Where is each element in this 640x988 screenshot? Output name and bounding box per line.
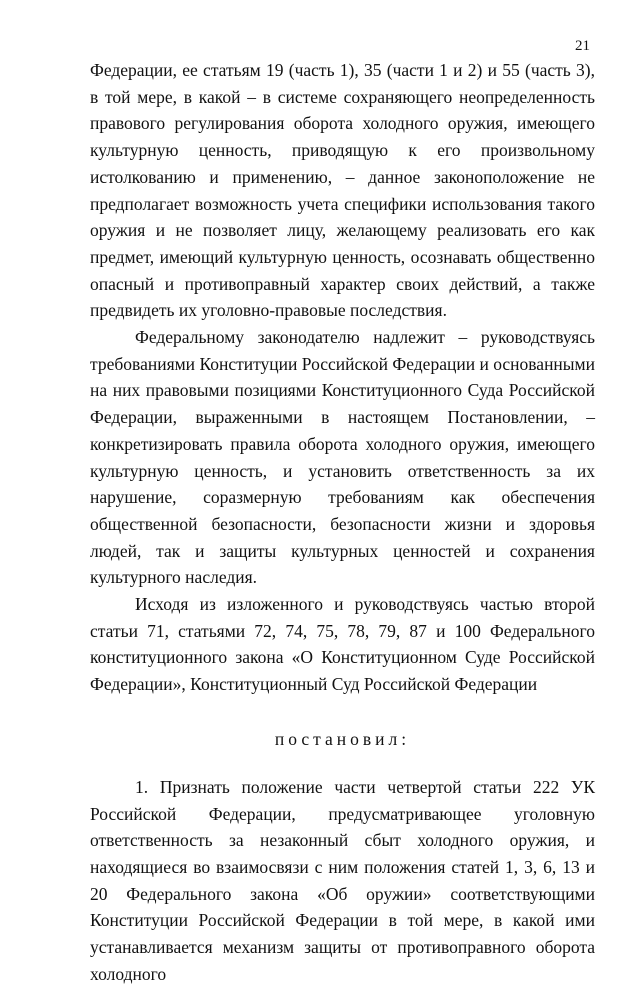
- page-number: 21: [575, 38, 590, 54]
- paragraph-legal-basis: Исходя из изложенного и руководствуясь частью второй статьи 71, статьями 72, 74, 75, 78, 79, 87 и 100 Федерального конституционного закона «О Конституционном Суде Российской Федерации», Конституционный Суд Российской Федерации: [90, 594, 595, 695]
- paragraph-legislator-duty: Федеральному законодателю надлежит – руководствуясь требованиями Конституции Российской Федерации и основанными на них правовыми позициями Конституционного Суда Российской Федерации, выраженными в настоящем Постановлении, – конкретизировать правила оборота холодного оружия, имеющего культурную ценность, и установить ответственность за их нарушение, соразмерную требованиям как обеспечения общественной безопасности, безопасности жизни и здоровья людей, так и защиты культурных ценностей и сохранения культурного наследия.: [90, 327, 595, 588]
- verdict-heading: постановил:: [274, 728, 411, 749]
- resolution-item-1: 1. Признать положение части четвертой статьи 222 УК Российской Федерации, предусматривающее уголовную ответственность за незаконный сбыт холодного оружия, и находящиеся во взаимосвязи с ним положения статей 1, 3, 6, 13 и 20 Федерального закона «Об оружии» соответствующими Конституции Российской Федерации в той мере, в какой ими устанавливается механизм защиты от противоправного оборота холодного: [90, 776, 595, 984]
- paragraph-continuation: Федерации, ее статьям 19 (часть 1), 35 (части 1 и 2) и 55 (часть 3), в той мере, в какой – в системе сохраняющего неопределенность правового регулирования оборота холодного оружия, имеющего культурную ценность, приводящую к его произвольному истолкованию и применению, – данное законоположение не предполагает возможность учета специфики использования такого оружия и не позволяет лицу, желающему реализовать его как предмет, имеющий культурную ценность, осознавать общественно опасный и противоправный характер своих действий, а также предвидеть их уголовно-правовые последствия.: [90, 60, 595, 321]
- document-body: [90, 57, 595, 988]
